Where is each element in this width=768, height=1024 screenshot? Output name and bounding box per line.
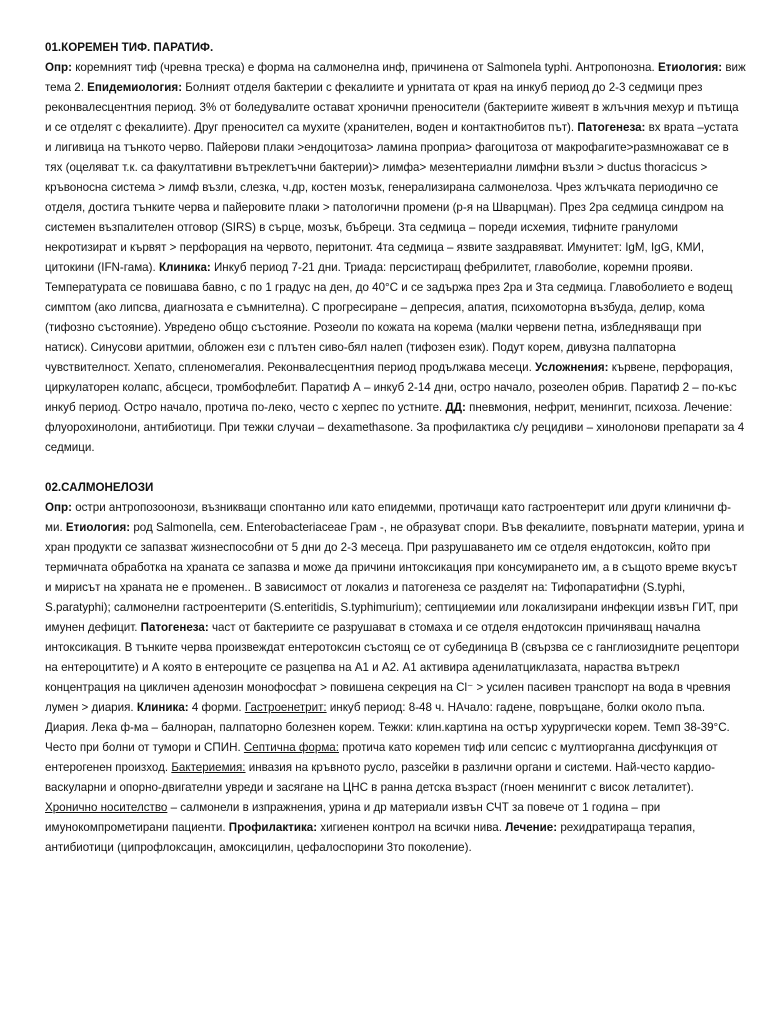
section-divider [45,458,746,478]
bold-label: Профилактика: [228,821,321,834]
section-salmonellosis [45,478,746,858]
text-run: протича като коремен тиф или сепсис с мултиорганна дисфункция от ентерогенен произход. [45,741,718,774]
text-run: Болният отделя бактерии с фекалиите и урнитата от края на инкуб период до 2-3 седмици през реконвалесцентния период. 3% от боледувалите остават хронични преносители (бактериите живеят в жлъчния мехур и пътища и се отделят с фекалиите). Друг преносител са мухите (хранителен, воден и контактнобитов път). [45,81,739,134]
text-run: кървене, перфорация, циркулаторен колапс, абсцеси, тромбофлебит. Паратиф А – инкуб 2-14 дни, остро начало, розеолен обрив. Паратиф 2 – по-къс инкуб период. Остро начало, протича по-леко, често с херпес по устните. [45,361,737,414]
underlined-label: Хронично носителство [45,801,168,814]
section-body [45,58,746,458]
text-run: Инкуб период 7-21 дни. Триада: персистиращ фебрилитет, главоболие, коремни прояви. Температурата се повишава бавно, с по 1 градус на ден, до 40°С и се задържа през 2ра и 3та седмица. Главоболието е водещ симптом (ако липсва, диагнозата е съмнителна). С прогресиране – депресия, апатия, психомоторна възбуда, делир, кома (тифозно състояние). Увредено общо състояние. Розеоли по кожата на корема (малки червени петна, избледняващи при натиск). Синусови аритмии, обложен ези с плътен сиво-бял налеп (тифозен език). Подут корем, дивузна палпаторна чувствителност. Хепато, спленомегалия. Реконвалесцентния период продължава месеци. [45,261,733,374]
text-run: вх врата –устата и лигивица на тънкото черво. Пайерови плаки >ендоцитоза> ламина проприа> фагоцитоза от макрофагите>размножават се в тях (оцеляват т.к. са факултативни вътреклетъчни бактерии)> лимфа> мезентериални лимфни възли > ductus thoracicus > кръвоносна система > лимф възли, слезка, ч.др, костен мозък, генерализирана салмонелоза. Чрез жлъчката периодично се отделя, достига тънките черва и пайеровите плаки > патологични промени (р-я на Шварцман). През 2ра седмица синдром на системен възпалителен отговор (SIRS) в сърце, мозък, бъбреци. 3та седмица – пореди исхемия, тифните грануломи некротизират и кървят > перфорация на червото, перитонит. 4та седмица – язвите заздравяват. Имунитет: IgM, IgG, КМИ, цитокини (IFN-гама). [45,121,739,274]
bold-label: Етиология: [65,521,134,534]
text-run: рехидратираща терапия, антибиотици (ципрофлоксацин, амоксицилин, цефалоспорини 3то поколение). [45,821,696,854]
bold-label: Клиника: [136,701,192,714]
section-body [45,498,746,858]
bold-label: Опр: [45,501,76,514]
bold-label: ДД: [445,401,470,414]
bold-label: Опр: [45,61,76,74]
bold-label: Клиника: [158,261,214,274]
section-title: 02.САЛМОНЕЛОЗИ [45,481,154,494]
text-run: род Salmonella, сем. Enterobacteriaceae Грам -, не образуват спори. Във фекалиите, повърнати материи, урина и хран продукти се запазват жизнеспособни от 5 дни до 2-3 месеца. При разрушаването им се отделя ендотоксин, който при термичната обработка на храната се запазва и може да причини интоксикация при консумирането им, а в същото време вкусът и мирисът на храната не е променен.. В зависимост от локализ и патогенеза се разделят на: Тифопаратифни (S.typhi, S.paratyphi); салмонелни гастроентерити (S.enteritidis, S.typhimurium); септициемии или локализирани инфекции извън ГИТ, при имунен дефицит. [45,521,745,634]
bold-label: Лечение: [505,821,561,834]
text-run: коремният тиф (чревна треска) е форма на салмонелна инф, причинена от Salmonela typhi. Антропонозна. [75,61,658,74]
bold-label: Патогенеза: [577,121,649,134]
text-run: остри антропозоонози, възникващи спонтанно или като епидемми, протичащи като гастроентерит или други клинични ф-ми. [45,501,731,534]
underlined-label: Септична форма: [243,741,339,754]
bold-label: Епидемиология: [87,81,186,94]
bold-label: Усложнения: [535,361,612,374]
section-title: 01.КОРЕМЕН ТИФ. ПАРАТИФ. [45,41,214,54]
bold-label: Етиология: [657,61,726,74]
text-run: 4 форми. [191,701,245,714]
text-run: – салмонели в изпражнения, урина и др материали извън СЧТ за повече от 1 година – при имунокомпрометирани пациенти. [45,801,661,834]
section-typhoid [45,38,746,458]
underlined-label: Бактериемия: [171,761,246,774]
bold-label: Патогенеза: [140,621,212,634]
text-run: виж тема 2. [45,61,746,94]
text-run: хигиенен контрол на всички нива. [320,821,506,834]
underlined-label: Гастроенетрит: [244,701,327,714]
text-run: част от бактериите се разрушават в стомаха и се отделя ендотоксин причиняващ начална интоксикация. В тънките черва произвеждат ентеротоксин състоящ се от субединица В (свързва се с ганглиозидните рецептори на ентероцитите) и А която в ентероците се разцепва на А1 и А2. А1 активира аденилатциклазата, нараства вътрекл концентрация на цикличен аденозин монофосфат > повишена секреция на Cl⁻ > усилен пасивен транспорт на вода в чревния лумен > диария. [45,621,740,714]
text-run: пневмония, нефрит, менингит, психоза. Лечение: флуорохинолони, антибиотици. При тежки случаи – dexamethasone. За профилактика с/у рецидиви – хинолонови препарати за 4 седмици. [45,401,745,454]
text-run: инвазия на кръвното русло, разсейки в различни органи и системи. Най-често кардио-васкуларни и опорно-двигателни увреди и засягане на ЦНС в ранна детска възраст (гноен менингит с висок леталитет). [45,761,715,794]
text-run: инкуб период: 8-48 ч. НАчало: гадене, повръщане, болки около пъпа. Диария. Лека ф-ма – балноран, палпаторно болезнен корем. Тежки: клин.картина на остър хурургически корем. Темп 38-39°С. Често при болни от тумори и СПИН. [45,701,730,754]
